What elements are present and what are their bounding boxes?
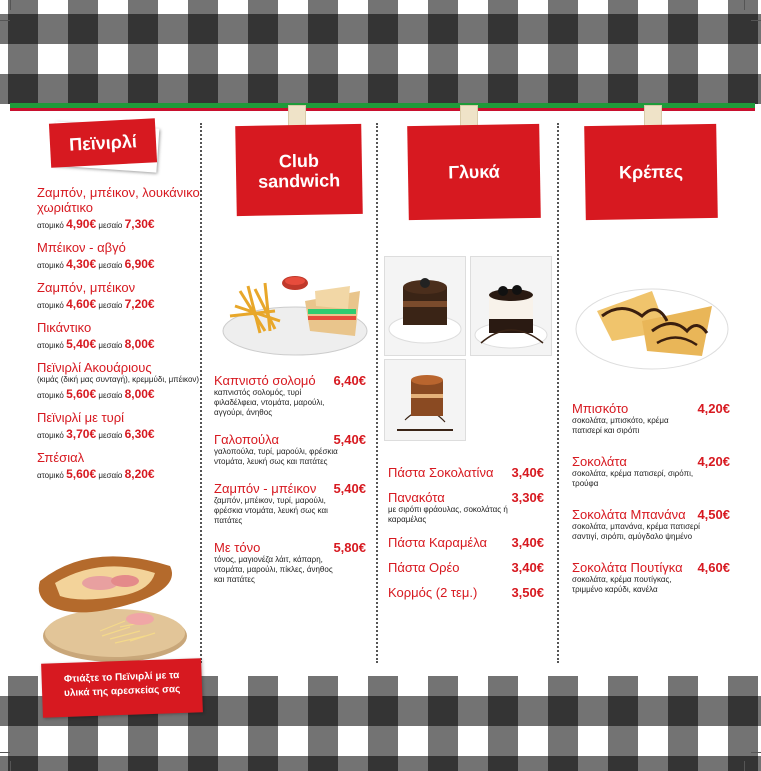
price-line <box>37 297 207 311</box>
size-label: μεσαίο <box>98 221 123 230</box>
price: 6,40€ <box>333 373 366 388</box>
item-row <box>388 560 544 575</box>
size-label: ατομικό <box>37 221 64 230</box>
club-sandwich-photo <box>220 261 370 359</box>
menu-item <box>214 481 366 526</box>
club-title-line2: sandwich <box>258 170 341 192</box>
price: 5,80€ <box>333 540 366 555</box>
price: 3,40€ <box>511 560 544 575</box>
peinirli-item <box>37 410 207 441</box>
price: 4,90€ <box>66 217 97 231</box>
menu-item <box>214 373 366 418</box>
peinirli-photo <box>30 541 190 666</box>
menu-item <box>572 560 730 595</box>
price: 5,40€ <box>333 481 366 496</box>
price: 3,70€ <box>66 427 97 441</box>
item-name: Πεϊνιρλί Ακουάριους <box>37 360 152 375</box>
item-name: Πάστα Σοκολατίνα <box>388 465 494 480</box>
item-name: Πάστα Καραμέλα <box>388 535 488 550</box>
price: 8,20€ <box>124 467 155 481</box>
price: 3,50€ <box>511 585 544 600</box>
item-name: Με τόνο <box>214 540 261 555</box>
item-row <box>388 490 544 505</box>
menu-item <box>214 432 366 467</box>
crop-mark <box>744 0 745 10</box>
item-row <box>388 535 544 550</box>
peinirli-item <box>37 185 207 231</box>
menu-item <box>214 540 366 585</box>
club-sandwich-list <box>214 373 366 599</box>
size-label: μεσαίο <box>98 431 123 440</box>
price: 8,00€ <box>124 387 155 401</box>
price: 4,20€ <box>697 454 730 469</box>
size-label: ατομικό <box>37 431 64 440</box>
price: 4,50€ <box>697 507 730 522</box>
customize-peinirli-badge: Φτιάξτε το Πεϊνιρλί με τα υλικά της αρεσκείας σας <box>41 658 203 718</box>
crop-mark <box>0 20 10 21</box>
item-description: σοκολάτα, κρέμα πουτίγκας, τριμμένο καρύδι, κανέλα <box>572 575 672 594</box>
item-name: Ζαμπόν - μπέικον <box>214 481 317 496</box>
item-description: γαλοπούλα, τυρί, μαρούλι, φρέσκια ντομάτα, λευκή σως και πατάτες <box>214 447 338 466</box>
menu-item <box>388 560 544 575</box>
checkered-top-border <box>0 0 761 104</box>
item-name: Σπέσιαλ <box>37 450 85 465</box>
crop-mark <box>0 752 10 753</box>
peinirli-item <box>37 280 207 311</box>
sweets-title: Γλυκά <box>407 124 541 220</box>
chocolate-cake-photo <box>384 256 466 356</box>
price: 5,60€ <box>66 387 97 401</box>
price: 4,60€ <box>66 297 97 311</box>
item-row <box>388 585 544 600</box>
size-label: ατομικό <box>37 261 64 270</box>
item-description: (κιμάς (δική μας συνταγή), κρεμμύδι, μπέικον) <box>37 375 200 384</box>
peinirli-item <box>37 240 207 271</box>
item-row <box>214 373 366 388</box>
item-name: Μπέικον - αβγό <box>37 240 126 255</box>
price-line <box>37 427 207 441</box>
peinirli-item <box>37 320 207 351</box>
item-row <box>572 507 730 522</box>
club-sandwich-banner <box>235 124 363 216</box>
item-description: σοκολάτα, μπισκότο, κρέμα πατισερί και σιρόπι <box>572 416 669 435</box>
price: 3,40€ <box>511 535 544 550</box>
item-name: Ζαμπόν, μπέικον, λουκάνικο χωριάτικο <box>37 185 200 215</box>
item-name: Καπνιστό σολομό <box>214 373 316 388</box>
item-row <box>388 465 544 480</box>
item-name: Γαλοπούλα <box>214 432 279 447</box>
item-name: Πεϊνιρλί με τυρί <box>37 410 125 425</box>
size-label: μεσαίο <box>98 261 123 270</box>
crop-mark <box>751 20 761 21</box>
item-row <box>214 481 366 496</box>
crepes-list <box>572 401 730 613</box>
price: 7,30€ <box>124 217 155 231</box>
price: 5,60€ <box>66 467 97 481</box>
size-label: μεσαίο <box>98 471 123 480</box>
menu-item <box>572 507 730 542</box>
oreo-cake-photo <box>470 256 552 356</box>
price: 3,30€ <box>511 490 544 505</box>
column-separator <box>557 123 559 663</box>
item-name: Κορμός (2 τεμ.) <box>388 585 478 600</box>
price: 3,40€ <box>511 465 544 480</box>
crop-mark <box>10 0 11 10</box>
item-row <box>572 454 730 469</box>
size-label: ατομικό <box>37 391 64 400</box>
crepes-title: Κρέπες <box>584 124 718 220</box>
size-label: ατομικό <box>37 471 64 480</box>
item-row <box>214 432 366 447</box>
menu-item <box>388 465 544 480</box>
item-description: τόνος, μαγιονέζα λάιτ, κάπαρη, ντομάτα, μαρούλι, πίκλες, άνηθος και πατάτες <box>214 555 333 584</box>
peinirli-title: Πεϊνιρλί <box>49 118 157 167</box>
item-description: καπνιστός σολομός, τυρί φιλαδέλφεια, ντομάτα, μαρούλι, αγγούρι, άνηθος <box>214 388 325 417</box>
item-name: Σοκολάτα Πουτίγκα <box>572 560 683 575</box>
crop-mark <box>751 752 761 753</box>
menu-item <box>572 401 730 436</box>
price: 4,20€ <box>697 401 730 416</box>
item-name: Πάστα Ορέο <box>388 560 460 575</box>
item-description: σοκολάτα, κρέμα πατισερί, σιρόπι, τρούφα <box>572 469 694 488</box>
price: 5,40€ <box>66 337 97 351</box>
item-description: ζαμπόν, μπέικον, τυρί, μαρούλι, φρέσκια ντομάτα, λευκή σως και πατάτες <box>214 496 328 525</box>
item-name: Πικάντικο <box>37 320 92 335</box>
price: 7,20€ <box>124 297 155 311</box>
peinirli-item <box>37 450 207 481</box>
peinirli-banner <box>48 117 166 175</box>
size-label: ατομικό <box>37 341 64 350</box>
price-line <box>37 217 207 231</box>
item-row <box>572 401 730 416</box>
menu-content <box>10 111 755 700</box>
menu-item <box>572 454 730 489</box>
item-description: με σιρόπι φράουλας, σοκολάτας ή καραμέλας <box>388 505 508 524</box>
price: 6,30€ <box>124 427 155 441</box>
item-description: σοκολάτα, μπανάνα, κρέμα πατισερί σαντιγί, σιρόπι, αμύγδαλο ψημένο <box>572 522 700 541</box>
price: 8,00€ <box>124 337 155 351</box>
item-name: Σοκολάτα Μπανάνα <box>572 507 686 522</box>
peinirli-list <box>37 185 207 490</box>
column-separator <box>376 123 378 663</box>
item-name: Ζαμπόν, μπέικον <box>37 280 136 295</box>
club-title-line1: Club <box>278 150 320 172</box>
item-name: Μπισκότο <box>572 401 629 416</box>
price: 4,30€ <box>66 257 97 271</box>
size-label: μεσαίο <box>98 301 123 310</box>
caramel-cake-photo <box>384 359 466 441</box>
item-name: Σοκολάτα <box>572 454 627 469</box>
size-label: μεσαίο <box>98 391 123 400</box>
item-row <box>214 540 366 555</box>
sweets-list <box>388 465 544 610</box>
menu-item <box>388 535 544 550</box>
size-label: μεσαίο <box>98 341 123 350</box>
item-name: Πανακότα <box>388 490 445 505</box>
price-line <box>37 257 207 271</box>
price: 5,40€ <box>333 432 366 447</box>
crop-mark <box>744 761 745 771</box>
menu-item <box>388 490 544 525</box>
price: 6,90€ <box>124 257 155 271</box>
item-row <box>572 560 730 575</box>
price: 4,60€ <box>697 560 730 575</box>
crepes-photo <box>572 271 732 375</box>
peinirli-item <box>37 360 207 401</box>
crop-mark <box>10 761 11 771</box>
size-label: ατομικό <box>37 301 64 310</box>
price-line <box>37 337 207 351</box>
menu-item <box>388 585 544 600</box>
price-line <box>37 467 207 481</box>
price-line <box>37 387 207 401</box>
